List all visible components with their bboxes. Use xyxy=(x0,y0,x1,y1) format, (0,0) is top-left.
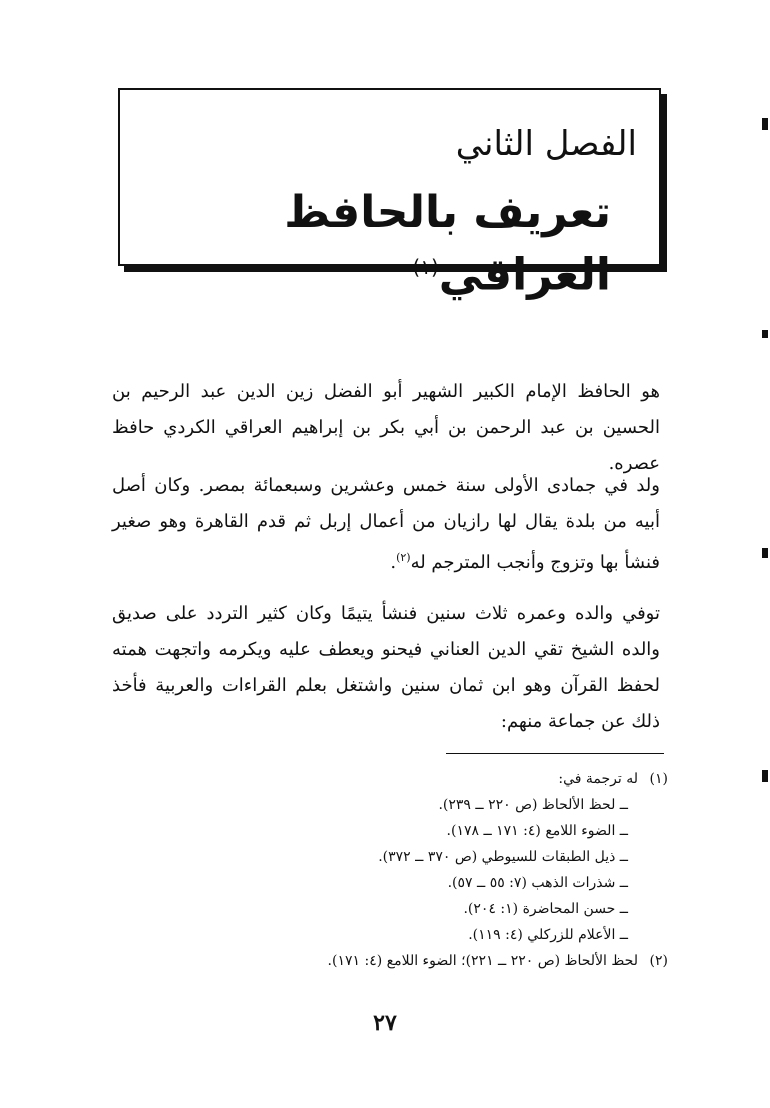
footnote-1-number: (١) xyxy=(649,771,668,787)
footnote-source: ــ الأعلام للزركلي (٤: ١١٩). xyxy=(468,927,628,943)
paragraph-3: توفي والده وعمره ثلاث سنين فنشأ يتيمًا وكان كثير التردد على صديق والده الشيخ تقي الدين العناني فيحنو ويعطف عليه ويكرمه واتجهت همته لحفظ القرآن وهو ابن ثمان سنين واشتغل بعلم القراءات والعربية فأخذ ذلك عن جماعة منهم: xyxy=(112,603,660,732)
footnote-source: ــ حسن المحاضرة (١: ٢٠٤). xyxy=(463,901,628,917)
footnote-source: ــ شذرات الذهب (٧: ٥٥ ــ ٥٧). xyxy=(447,875,628,891)
scan-edge-mark xyxy=(762,548,768,558)
footnote-2-text: لحظ الألحاظ (ص ٢٢٠ ــ ٢٢١)؛ الضوء اللامع (٤: ١٧١). xyxy=(327,953,638,969)
footnote-separator xyxy=(446,753,664,754)
footnote-1-intro xyxy=(260,766,668,792)
paragraph-2-text: ولد في جمادى الأولى سنة خمس وعشرين وسبعمائة بمصر. وكان أصل أبيه من بلدة يقال لها رازيان من أعمال إربل ثم قدم القاهرة وهو صغير فنشأ بها وتزوج وأنجب المترجم له xyxy=(112,475,660,573)
scan-edge-mark xyxy=(762,118,768,130)
footnote-source: ــ الضوء اللامع (٤: ١٧١ ــ ١٧٨). xyxy=(446,823,628,839)
footnote-2 xyxy=(260,948,668,974)
paragraph-1: هو الحافظ الإمام الكبير الشهير أبو الفضل زين الدين عبد الرحيم بن الحسين بن عبد الرحمن بن أبي بكر بن إبراهيم العراقي الكردي حافظ عصره. xyxy=(112,381,660,474)
page-number: ٢٧ xyxy=(373,1010,397,1036)
footnotes xyxy=(260,766,668,974)
chapter-title-text: تعريف بالحافظ العراقي xyxy=(284,187,611,301)
scan-edge-mark xyxy=(762,770,768,782)
chapter-title-footnote-ref: (١) xyxy=(412,255,439,279)
footnote-2-number: (٢) xyxy=(649,953,668,969)
paragraph-2-end: . xyxy=(390,552,397,573)
footnote-source: ــ لحظ الألحاظ (ص ٢٢٠ ــ ٢٣٩). xyxy=(438,797,628,813)
scan-edge-mark xyxy=(762,330,768,338)
paragraph-2-footnote-ref: (٢) xyxy=(396,551,411,564)
footnote-source: ــ ذيل الطبقات للسيوطي (ص ٣٧٠ ــ ٣٧٢). xyxy=(378,849,628,865)
chapter-label: الفصل الثاني xyxy=(455,124,637,164)
chapter-title xyxy=(141,186,611,303)
footnote-1-intro-text: له ترجمة في: xyxy=(558,771,638,787)
paragraph-2 xyxy=(112,468,660,581)
chapter-heading-box xyxy=(118,88,661,301)
